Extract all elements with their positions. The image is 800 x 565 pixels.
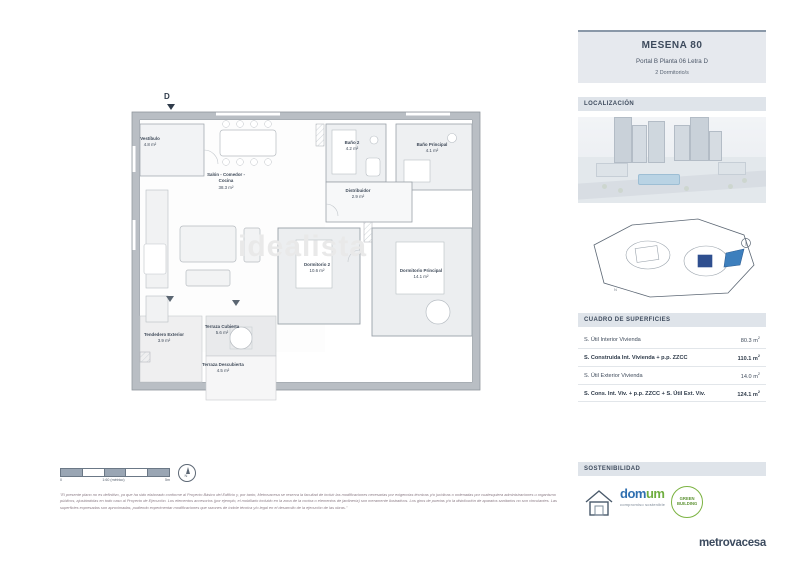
svg-text:N: N	[614, 287, 617, 292]
floor-plan-drawing	[120, 100, 520, 420]
scale-left: 0	[60, 478, 62, 482]
surface-label: S. Construida Int. Vivienda + p.p. ZZCC	[584, 354, 688, 361]
surface-value: 124.1 $m^2$	[737, 389, 760, 398]
room-label: Baño Principal 4.1 m²	[416, 142, 448, 154]
room-label: Distribuidor 2.9 m²	[345, 188, 371, 200]
surface-label: S. Útil Exterior Vivienda	[584, 372, 643, 379]
scale-ticks	[60, 468, 170, 477]
compass-icon	[178, 464, 196, 482]
info-panel	[578, 30, 766, 402]
surface-value: 80.3 $m^2$	[740, 336, 760, 344]
logo-row	[578, 486, 766, 525]
disclaimer-text: "El presente plano no es definitivo, ya que ha sido elaborado conforme al Proyecto Básico del Edificio y, por tanto, Metrovacesa se reserva la facultad de incluir las modificaciones necesarias por exigencias técnicas y/o jurídicas o ordenadas por cualesquiera administraciones u organismo públicos, ajustándolas en todo caso al Proyecto de Ejecución. Los elementos accesorios (por ejemplo, el mobiliario incluido en la zona de la cocina o elementos de jardinería) son meramente ilustrativos. Los giros de puertas y/o la distribución de aparatos sanitarios no son vinculantes. Las superficies expresadas son aproximadas, pudiendo experimentar modificaciones que razones de índole técnica y/o legal en el desarrollo de la ejecución de las obras."	[60, 492, 557, 510]
metrovacesa-logo: metrovacesa	[698, 537, 766, 549]
table-row	[578, 331, 766, 349]
domum-tagline: compromiso sostenible	[620, 502, 666, 507]
scale-caption: 1:60 (métrico)	[102, 478, 125, 482]
surface-table	[578, 331, 766, 402]
room-label: Terraza Descubierta 4.5 m²	[202, 362, 244, 374]
house-icon	[582, 486, 616, 525]
site-plan	[578, 209, 766, 303]
surface-value: 14.0 $m^2$	[740, 371, 760, 380]
green-building-badge: GREEN BUILDING	[671, 486, 703, 518]
bedroom-count: 2 Dormitorio/s	[655, 70, 689, 76]
table-row	[578, 367, 766, 385]
page-title: MESENA 80	[641, 40, 703, 51]
table-row	[578, 349, 766, 367]
section-cuadro-superficies: CUADRO DE SUPERFICIES	[578, 313, 766, 327]
panel-header	[578, 30, 766, 83]
room-label: Terraza Cubierta 5.6 m²	[204, 324, 240, 336]
watermark: idealista	[238, 230, 368, 263]
unit-subtitle: Portal B Planta 06 Letra D	[636, 58, 708, 65]
scale-right: 5m	[164, 478, 170, 482]
scale-bar	[60, 468, 170, 482]
surface-label: S. Cons. Int. Viv. + p.p. ZZCC + S. Útil Ext. Viv.	[584, 390, 706, 397]
surface-value: 110.1 $m^2$	[737, 353, 760, 362]
building-render	[578, 117, 766, 203]
room-label: Dormitorio Principal 14.1 m²	[399, 268, 443, 280]
room-label: Tendedero Exterior 3.9 m²	[144, 332, 184, 344]
room-label: Vestíbulo 4.8 m²	[140, 136, 160, 148]
floor-plan	[120, 92, 520, 420]
room-label: Salón - Comedor - Cocina 38.3 m²	[207, 172, 245, 190]
section-sostenibilidad: SOSTENIBILIDAD	[578, 462, 766, 476]
surface-label: S. Útil Interior Vivienda	[584, 336, 641, 343]
room-label: Dormitorio 2 10.6 m²	[303, 262, 331, 274]
sustainability-section	[578, 462, 766, 549]
section-localizacion: LOCALIZACIÓN	[578, 97, 766, 111]
table-row	[578, 385, 766, 403]
north-indicator: D	[164, 92, 170, 101]
domum-logo: domum	[620, 486, 665, 501]
room-label: Baño 2 4.2 m²	[344, 140, 360, 152]
